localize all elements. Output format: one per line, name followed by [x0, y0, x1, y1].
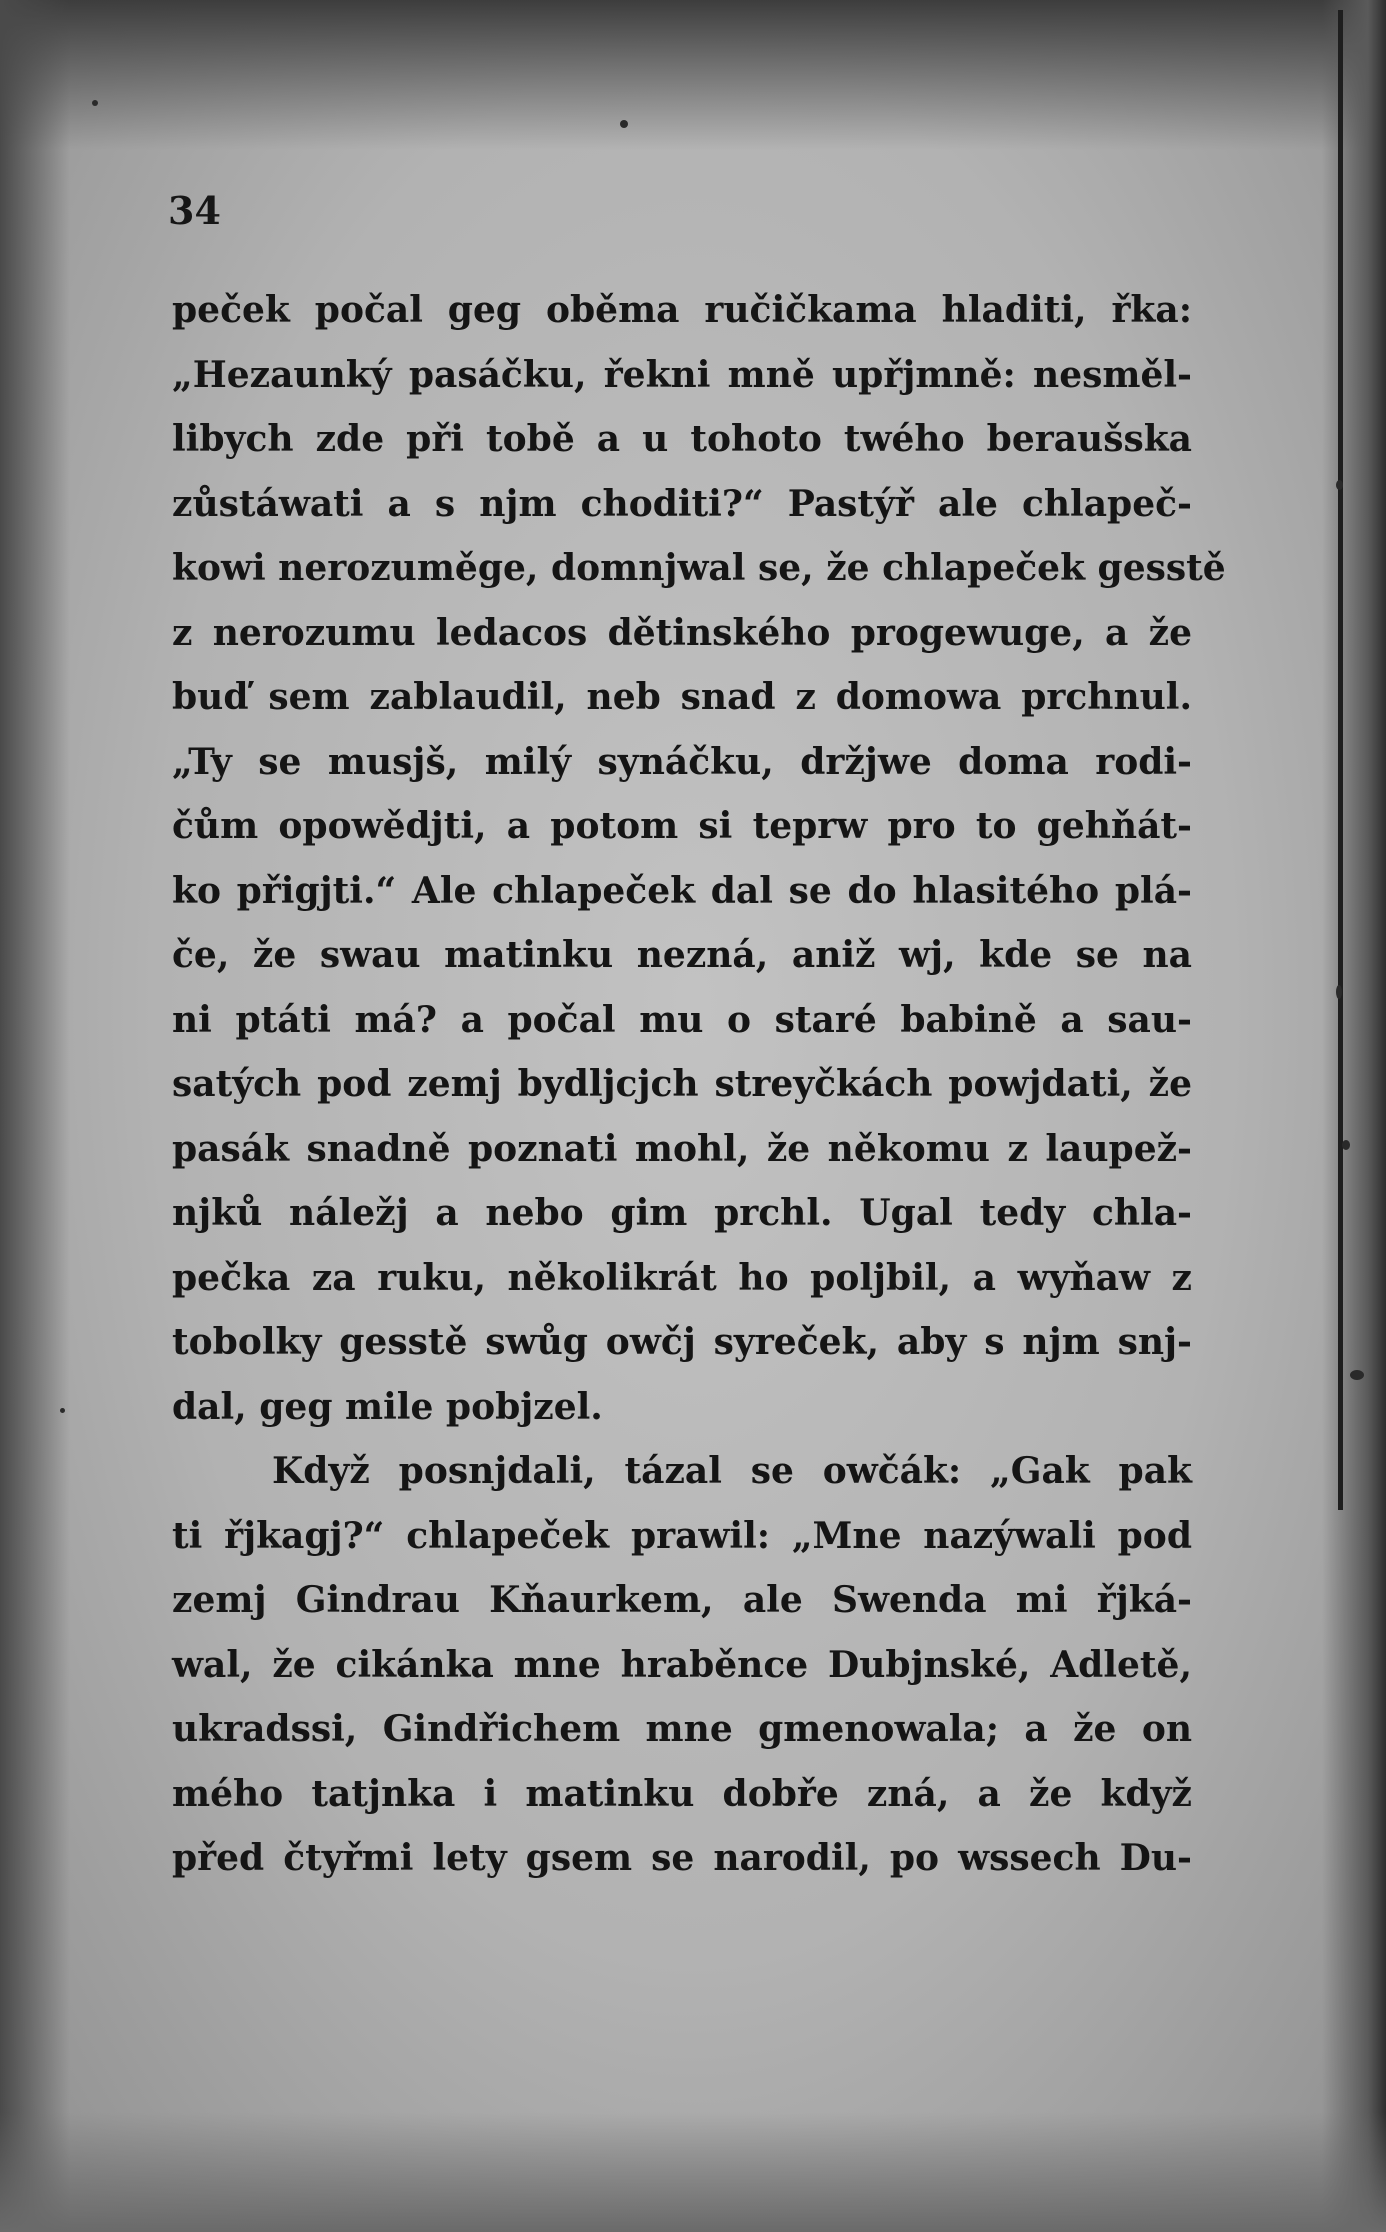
text-line: z nerozumu ledacos dětinského progewuge, a že: [172, 611, 1192, 654]
text-line-indented: Když posnjdali, tázal se owčák: „Gak pak: [272, 1450, 1192, 1492]
scan-shadow-bottom: [0, 2112, 1386, 2232]
text-line: če, že swau matinku nezná, aniž wj, kde se na: [172, 934, 1192, 976]
scan-shadow-top: [0, 0, 1386, 150]
ink-speck: [1336, 480, 1343, 490]
page-number: 34: [168, 188, 221, 233]
text-line: zůstáwati a s njm choditi?“ Pastýř ale chlapeč-: [172, 482, 1192, 525]
text-line: libych zde při tobě a u tohoto twého beraušska: [172, 418, 1192, 460]
text-line: satých pod zemj bydljcjch streyčkách powjdati, že: [172, 1063, 1192, 1105]
text-line: před čtyřmi lety gsem se narodil, po wssech Du-: [172, 1837, 1192, 1879]
text-line: dal, geg mile pobjzel.: [172, 1385, 603, 1428]
text-line: peček počal geg oběma ručičkama hladiti, řka:: [172, 289, 1192, 331]
text-line: ti řjkagj?“ chlapeček prawil: „Mne nazýwali pod: [172, 1514, 1192, 1557]
text-line: pečka za ruku, několikrát ho poljbil, a wyňaw z: [172, 1256, 1192, 1299]
text-line: „Ty se musjš, milý synáčku, držjwe doma rodi-: [172, 740, 1192, 783]
text-line: kowi nerozuměge, domnjwal se, že chlapeček gesstě: [172, 547, 1226, 589]
text-line: wal, že cikánka mne hraběnce Dubjnské, Adletě,: [172, 1643, 1192, 1686]
text-line: mého tatjnka i matinku dobře zná, a že když: [172, 1772, 1192, 1815]
text-line: „Hezaunký pasáčku, řekni mně upřjmně: nesměl-: [172, 353, 1192, 396]
ink-speck: [1350, 1370, 1364, 1380]
ink-speck: [1336, 985, 1342, 999]
text-line: ko přigjti.“ Ale chlapeček dal se do hlasitého plá-: [172, 869, 1192, 912]
ink-speck: [92, 100, 98, 106]
text-line: tobolky gesstě swůg owčj syreček, aby s njm snj-: [172, 1321, 1192, 1363]
page-edge-line: [1338, 10, 1343, 1510]
text-line: ukradssi, Gindřichem mne gmenowala; a že on: [172, 1708, 1192, 1750]
text-line: pasák snadně poznati mohl, že někomu z laupež-: [172, 1127, 1192, 1170]
ink-speck: [1342, 1140, 1350, 1150]
scan-shadow-right: [1322, 0, 1386, 2232]
scan-shadow-left: [0, 0, 70, 2232]
text-line: čům opowědjti, a potom si teprw pro to gehňát-: [172, 805, 1192, 847]
text-line: buď sem zablaudil, neb snad z domowa prchnul.: [172, 676, 1192, 718]
ink-speck: [620, 120, 628, 128]
ink-speck: [60, 1408, 65, 1413]
text-line: ni ptáti má? a počal mu o staré babině a sau-: [172, 998, 1192, 1041]
text-line: njků náležj a nebo gim prchl. Ugal tedy chla-: [172, 1192, 1192, 1234]
text-line: zemj Gindrau Kňaurkem, ale Swenda mi řjká-: [172, 1579, 1192, 1621]
body-text: [172, 278, 1226, 1891]
